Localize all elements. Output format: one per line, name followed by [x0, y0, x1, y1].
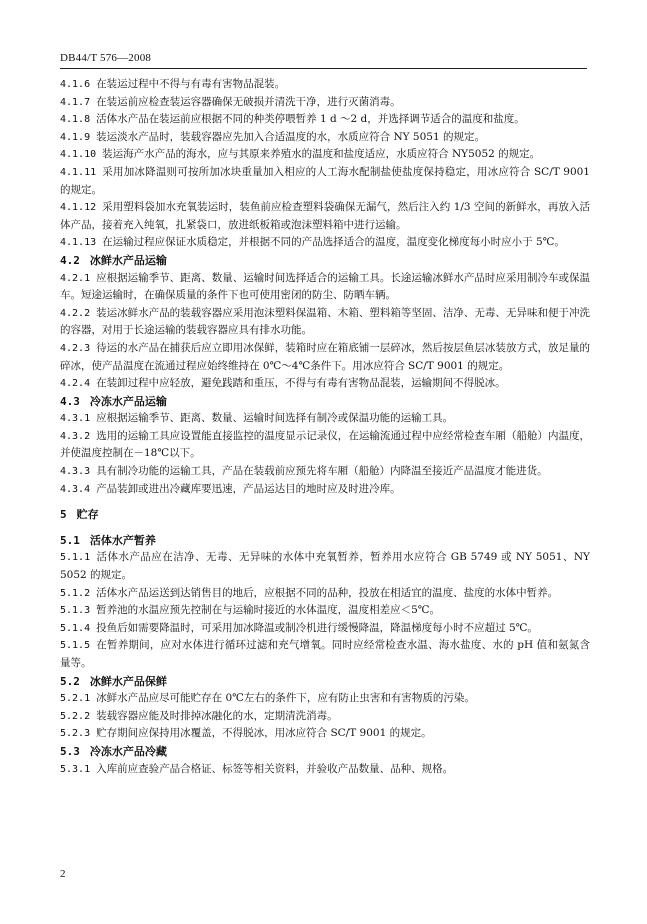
- clause-text: 选用的运输工具应设置能直接监控的温度显示记录仪，在运输流通过程中应经常检查车厢（船舱）内温度，并使温度控制在－18℃以下。: [60, 429, 590, 460]
- clause-text: 在暂养期间，应对水体进行循环过滤和充气增氧。同时应经常检查水温、海水盐度、水的 pH 值和氨氮含量等。: [60, 639, 590, 669]
- clause-number: 4.1.13: [60, 237, 97, 249]
- clause-text: 冰鲜水产品运输: [89, 253, 167, 267]
- clause-number: 5.1.1: [60, 552, 91, 564]
- clause-text: 装运淡水产品时，装载容器应先加入合适温度的水，水质应符合 NY 5051 的规定。: [96, 130, 485, 143]
- clause-text: 入库前应查验产品合格证、标签等相关资料，并验收产品数量、品种、规格。: [96, 762, 454, 775]
- clause-paragraph: [60, 164, 590, 199]
- clause-text: 装运冰鲜水产品的装载容器应采用泡沫塑料保温箱、木箱、塑料箱等坚固、洁净、无毒、无异味和便于冲洗的容器，对用于长途运输的装载容器应具有排水功能。: [60, 306, 590, 337]
- clause-text: 在装运过程中不得与有毒有害物品混装。: [96, 78, 286, 90]
- clause-text: 冰鲜水产品应尽可能贮存在 0℃左右的条件下，应有防止虫害和有害物质的污染。: [96, 692, 475, 705]
- clause-number: 4.1.9: [60, 131, 91, 143]
- clause-text: 装运海产水产品的海水，应与其原来养殖水的温度和盐度适应，水质应符合 NY5052 的规定。: [102, 148, 541, 161]
- clause-number: 4.1.8: [60, 114, 91, 126]
- clause-paragraph: [60, 549, 590, 584]
- clause-paragraph: [60, 375, 590, 393]
- clause-number: 5.1.3: [60, 605, 91, 617]
- clause-number: 5.2.1: [60, 693, 91, 705]
- clause-text: 在运输过程应保证水质稳定，并根据不同的产品选择适合的温度，温度变化梯度每小时应小于 5℃。: [102, 236, 565, 249]
- document-code: DB44/T 576—2008: [60, 52, 152, 64]
- clause-paragraph: [60, 270, 590, 305]
- clause-text: 活体水产品应在洁净、无毒、无异味的水体中充氧暂养，暂养用水应符合 GB 5749 或 NY 5051、NY 5052 的规定。: [60, 551, 590, 582]
- clause-text: 采用加冰降温则可按所加冰块重量加入相应的人工海水配制盐使盐度保持稳定，用冰应符合 SC/T 9001 的规定。: [60, 165, 590, 196]
- clause-number: 4.2.1: [60, 272, 91, 284]
- clause-number: 4.1.12: [60, 202, 97, 214]
- clause-number: 4.2.4: [60, 378, 91, 390]
- clause-text: 暂养池的水温应预先控制在与运输时接近的水体温度，温度相差应＜5℃。: [96, 604, 441, 617]
- clause-number: 5.1.2: [60, 587, 91, 599]
- clause-number: 4.1.10: [60, 149, 97, 161]
- clause-text: 活体水产暂养: [89, 533, 156, 547]
- clause-paragraph: [60, 602, 590, 620]
- clause-text: 活体水产品运送到达销售目的地后，应根据不同的品种，投放在相适宜的温度、盐度的水体中暂养。: [96, 586, 559, 599]
- clause-number: 5.1.5: [60, 640, 91, 652]
- section-heading: [60, 743, 590, 761]
- clause-paragraph: [60, 410, 590, 428]
- clause-text: 应根据运输季节、距离、数量、运输时间选择适合的运输工具。长途运输冰鲜水产品时应采用制冷车或保温车。短途运输时，在确保质量的条件下也可使用密闭的防尘、防晒车辆。: [60, 271, 590, 302]
- clause-text: 冷冻水产品冷藏: [89, 744, 167, 758]
- clause-paragraph: [60, 708, 590, 726]
- clause-number: 5.3: [60, 744, 80, 758]
- clause-text: 采用塑料袋加水充氧装运时，装鱼前应检查塑料袋确保无漏气，然后注入约 1/3 空间的新鲜水，再放入活体产品，接着充入纯氧，扎紧袋口，放进纸板箱或泡沫塑料箱中进行运输。: [60, 201, 590, 231]
- clause-number: 4.3.4: [60, 483, 91, 495]
- clause-text: 投鱼后如需要降温时，可采用加冰降温或制冷机进行缓慢降温，降温梯度每小时不应超过 5℃。: [96, 621, 538, 634]
- clause-paragraph: [60, 637, 590, 672]
- header-rule: [60, 68, 587, 69]
- clause-number: 5.2.3: [60, 728, 91, 740]
- clause-text: 在装运前应检查装运容器确保无破损并清洗干净，进行灭菌消毒。: [96, 95, 401, 108]
- clause-text: 应根据运输季节、距离、数量、运输时间选择有制冷或保温功能的运输工具。: [96, 412, 454, 425]
- clause-text: 装载容器应能及时排掉冰融化的水，定期清洗消毒。: [96, 709, 338, 722]
- clause-number: 4.2.2: [60, 307, 91, 319]
- clause-paragraph: [60, 305, 590, 340]
- clause-paragraph: [60, 761, 590, 779]
- clause-number: 5.1: [60, 533, 80, 547]
- clause-number: 4.3.1: [60, 413, 91, 425]
- clause-text: 产品装卸或进出冷藏库要迅速，产品运达目的地时应及时进冷库。: [96, 482, 401, 495]
- clause-number: 4.3.3: [60, 466, 91, 478]
- clause-paragraph: [60, 94, 590, 112]
- clause-paragraph: [60, 463, 590, 481]
- section-heading: [60, 506, 590, 524]
- clause-text: 在装卸过程中应轻放，避免践踏和重压，不得与有毒有害物品混装，运输期间不得脱冰。: [96, 377, 506, 390]
- clause-paragraph: [60, 725, 590, 743]
- clause-paragraph: [60, 690, 590, 708]
- clause-paragraph: [60, 234, 590, 252]
- clause-number: 5: [60, 508, 67, 522]
- clause-paragraph: [60, 340, 590, 375]
- clause-number: 5.2: [60, 674, 80, 688]
- clause-text: 贮存: [76, 508, 99, 522]
- clause-paragraph: [60, 428, 590, 463]
- clause-paragraph: [60, 146, 590, 164]
- clause-paragraph: [60, 111, 590, 129]
- section-heading: [60, 252, 590, 270]
- section-gap: [60, 498, 590, 506]
- clause-paragraph: [60, 481, 590, 499]
- clause-paragraph: [60, 585, 590, 603]
- clause-number: 4.1.6: [60, 79, 91, 90]
- section-heading: [60, 673, 590, 691]
- clause-number: 4.1.7: [60, 96, 91, 108]
- clause-number: 5.2.2: [60, 710, 91, 722]
- section-heading: [60, 532, 590, 550]
- clause-paragraph: [60, 76, 590, 94]
- clause-text: 冷冻水产品运输: [89, 394, 167, 408]
- clause-paragraph: [60, 620, 590, 638]
- clause-text: 待运的水产品在捕获后应立即用冰保鲜，装箱时应在箱底铺一层碎冰，然后按层鱼层冰装放方式，放足量的碎冰，使产品温度在流通过程应始终维持在 0℃～4℃条件下。用冰应符合 SC/T 9001 的规定。: [60, 341, 590, 372]
- clause-number: 4.2: [60, 253, 80, 267]
- section-heading: [60, 393, 590, 411]
- document-body: [60, 76, 590, 778]
- clause-number: 5.3.1: [60, 763, 91, 775]
- clause-paragraph: [60, 129, 590, 147]
- clause-text: 冰鲜水产品保鲜: [89, 674, 167, 688]
- clause-number: 5.1.4: [60, 622, 91, 634]
- clause-number: 4.2.3: [60, 342, 91, 354]
- clause-text: 活体水产品在装运前应根据不同的种类停喂暂养 1 d ～2 d，并选择调节适合的温度和盐度。: [96, 113, 525, 126]
- clause-text: 贮存期间应保持用冰覆盖，不得脱冰，用冰应符合 SC/T 9001 的规定。: [96, 727, 432, 740]
- clause-paragraph: [60, 199, 590, 234]
- clause-text: 具有制冷功能的运输工具，产品在装载前应预先将车厢（船舱）内降温至接近产品温度才能进货。: [96, 465, 548, 478]
- section-gap: [60, 524, 590, 532]
- clause-number: 4.1.11: [60, 166, 97, 178]
- clause-number: 4.3.2: [60, 430, 91, 442]
- clause-number: 4.3: [60, 394, 80, 408]
- page-number: 2: [60, 868, 66, 880]
